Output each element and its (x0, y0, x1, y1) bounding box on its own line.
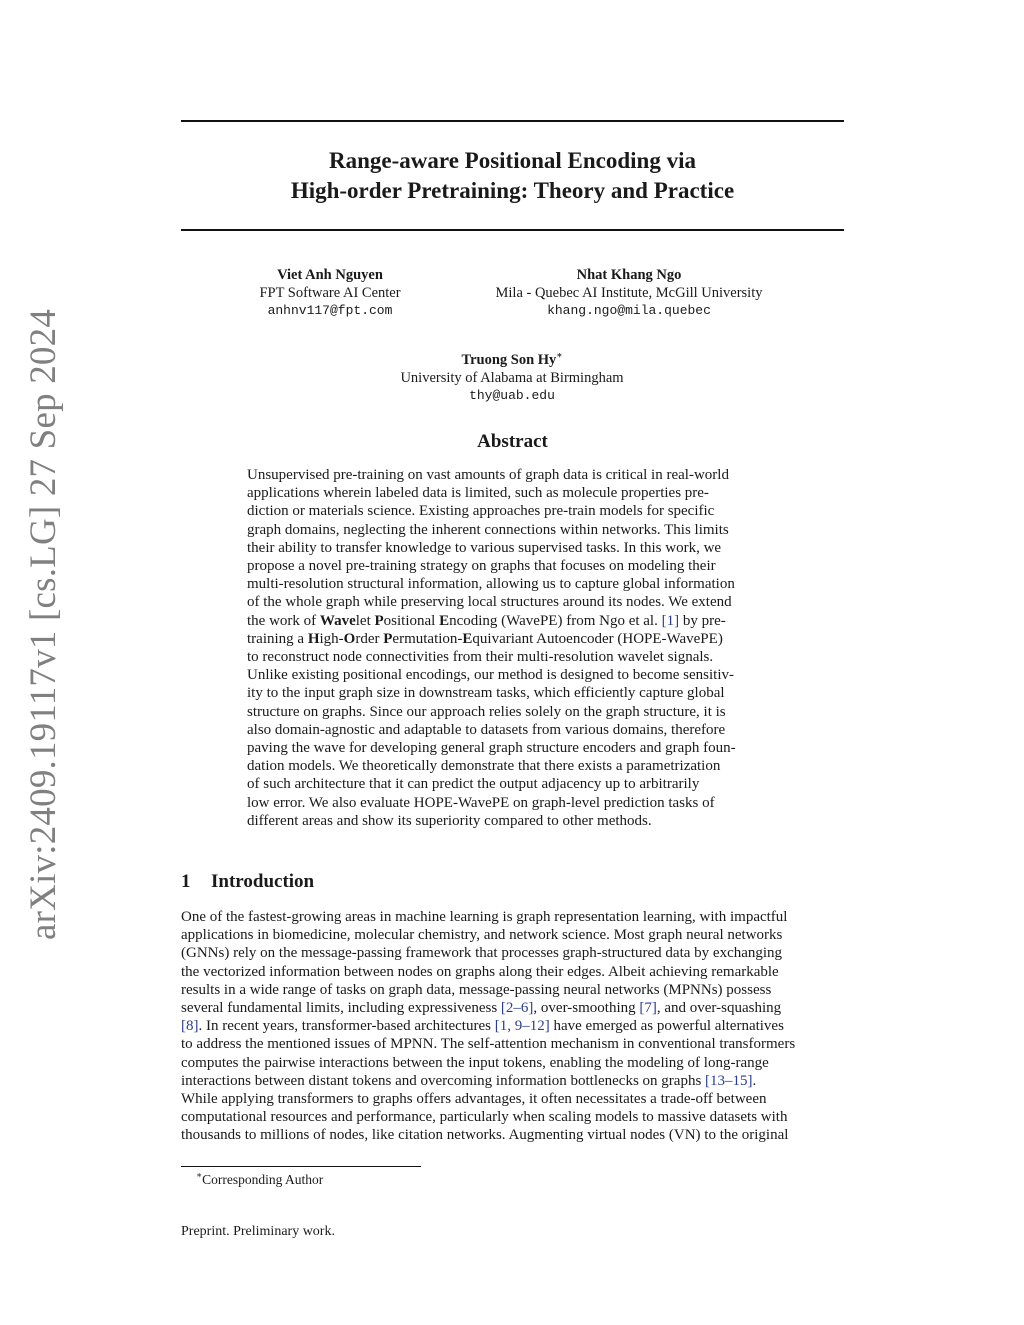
citation-link[interactable]: [1] (661, 612, 680, 629)
citation-link[interactable]: [2–6] (500, 1000, 534, 1017)
footnote-text: Corresponding Author (202, 1172, 324, 1187)
abstract-line: of such architecture that it can predict the output adjacency up to arbitrarily (247, 776, 700, 793)
footnote-rule (181, 1166, 421, 1167)
author-affiliation: FPT Software AI Center (259, 285, 401, 301)
abstract-line: applications wherein labeled data is limited, such as molecule properties pre- (247, 485, 709, 502)
abstract-line: Unsupervised pre-training on vast amounts of graph data is critical in real-world (247, 467, 729, 483)
author-email: anhnv117@fpt.com (267, 303, 393, 318)
abstract-line: the work of Wavelet Positional Encoding (WavePE) from Ngo et al. [1] by pre- (247, 612, 726, 629)
title-line-2: High-order Pretraining: Theory and Practice (290, 178, 735, 203)
body-line: (GNNs) rely on the message-passing framework that processes graph-structured data by exchanging (181, 945, 783, 962)
body-line: While applying transformers to graphs offers advantages, it often necessitates a trade-off between (181, 1091, 767, 1108)
section-heading (181, 871, 314, 893)
author-name: Viet Anh Nguyen (277, 267, 383, 283)
body-line: [8]. In recent years, transformer-based architectures [1, 9–12] have emerged as powerful alternatives (181, 1018, 784, 1035)
abstract-line: different areas and show its superiority compared to other methods. (247, 812, 652, 829)
section-title: Introduction (211, 871, 315, 892)
citation-link[interactable]: [8] (181, 1018, 199, 1035)
author-email: khang.ngo@mila.quebec (547, 303, 711, 318)
abstract-line: Unlike existing positional encodings, our method is designed to become sensitiv- (247, 667, 735, 684)
body-line: to address the mentioned issues of MPNN. The self-attention mechanism in conventional transformers (181, 1036, 796, 1053)
footnote (196, 1170, 323, 1188)
footnote-marker: ∗ (556, 350, 563, 360)
abstract-line: diction or materials science. Existing approaches pre-train models for specific (247, 503, 715, 520)
author-block-3 (362, 346, 662, 405)
abstract-line: of the whole graph while preserving local structures around its nodes. We extend (247, 594, 732, 611)
author-name: Nhat Khang Ngo (576, 267, 682, 283)
abstract-line: dation models. We theoretically demonstrate that there exists a parametrization (247, 758, 721, 775)
section-number: 1 (181, 871, 191, 892)
body-line: computational resources and performance, particularly when scaling models to massive datasets with (181, 1109, 788, 1126)
abstract-line: their ability to transfer knowledge to various supervised tasks. In this work, we (247, 539, 722, 556)
abstract-line: multi-resolution structural information, allowing us to capture global information (247, 576, 735, 593)
author-email: thy@uab.edu (469, 388, 555, 403)
preprint-notice: Preprint. Preliminary work. (181, 1224, 335, 1239)
abstract-line: low error. We also evaluate HOPE-WavePE on graph-level prediction tasks of (247, 794, 715, 811)
abstract-line: training a High-Order Permutation-Equivariant Autoencoder (HOPE-WavePE) (247, 630, 723, 647)
citation-link[interactable]: [7] (639, 1000, 657, 1017)
introduction-body (181, 908, 844, 1145)
abstract-line: structure on graphs. Since our approach relies solely on the graph structure, it is (247, 703, 726, 720)
body-line: applications in biomedicine, molecular chemistry, and network science. Most graph neural networks (181, 927, 783, 944)
abstract-line: graph domains, neglecting the inherent connections within networks. This limits (247, 521, 729, 538)
author-block-2 (469, 266, 789, 320)
author-affiliation: Mila - Quebec AI Institute, McGill University (495, 285, 763, 301)
abstract-line: propose a novel pre-training strategy on graphs that focuses on modeling their (247, 558, 716, 575)
body-line: results in a wide range of tasks on graph data, message-passing neural networks (MPNNs) possess (181, 981, 772, 998)
abstract-line: also domain-agnostic and adaptable to datasets from various domains, therefore (247, 721, 726, 738)
body-line: thousands to millions of nodes, like citation networks. Augmenting virtual nodes (VN) to the original (181, 1127, 789, 1144)
abstract-line: to reconstruct node connectivities from their multi-resolution wavelet signals. (247, 649, 714, 666)
title-line-1: Range-aware Positional Encoding via (329, 148, 696, 173)
citation-link[interactable]: [13–15] (705, 1072, 753, 1089)
footnote-marker: ∗ (196, 1170, 203, 1180)
body-line: the vectorized information between nodes on graphs along their edges. Albeit achieving remarkable (181, 963, 779, 980)
abstract-line: paving the wave for developing general graph structure encoders and graph foun- (247, 740, 736, 757)
author-affiliation: University of Alabama at Birmingham (400, 370, 624, 386)
arxiv-identifier: arXiv:2409.19117v1 [cs.LG] 27 Sep 2024 (23, 308, 64, 940)
citation-link[interactable]: [1, 9–12] (494, 1018, 550, 1035)
author-block-1 (200, 266, 460, 320)
body-line: interactions between distant tokens and overcoming information bottlenecks on graphs [13–15]. (181, 1072, 757, 1089)
abstract-line: ity to the input graph size in downstream tasks, which efficiently capture global (247, 685, 725, 702)
body-line: computes the pairwise interactions between the input tokens, enabling the modeling of long-range (181, 1054, 769, 1071)
body-line: One of the fastest-growing areas in machine learning is graph representation learning, with impactful (181, 909, 788, 925)
title-top-rule (181, 120, 844, 122)
body-line: several fundamental limits, including expressiveness [2–6], over-smoothing [7], and over-squashing (181, 1000, 782, 1017)
abstract-body (247, 466, 779, 830)
paper-title (181, 146, 844, 206)
abstract-heading: Abstract (477, 431, 548, 452)
title-bottom-rule (181, 229, 844, 231)
author-name: Truong Son Hy∗ (461, 350, 563, 368)
